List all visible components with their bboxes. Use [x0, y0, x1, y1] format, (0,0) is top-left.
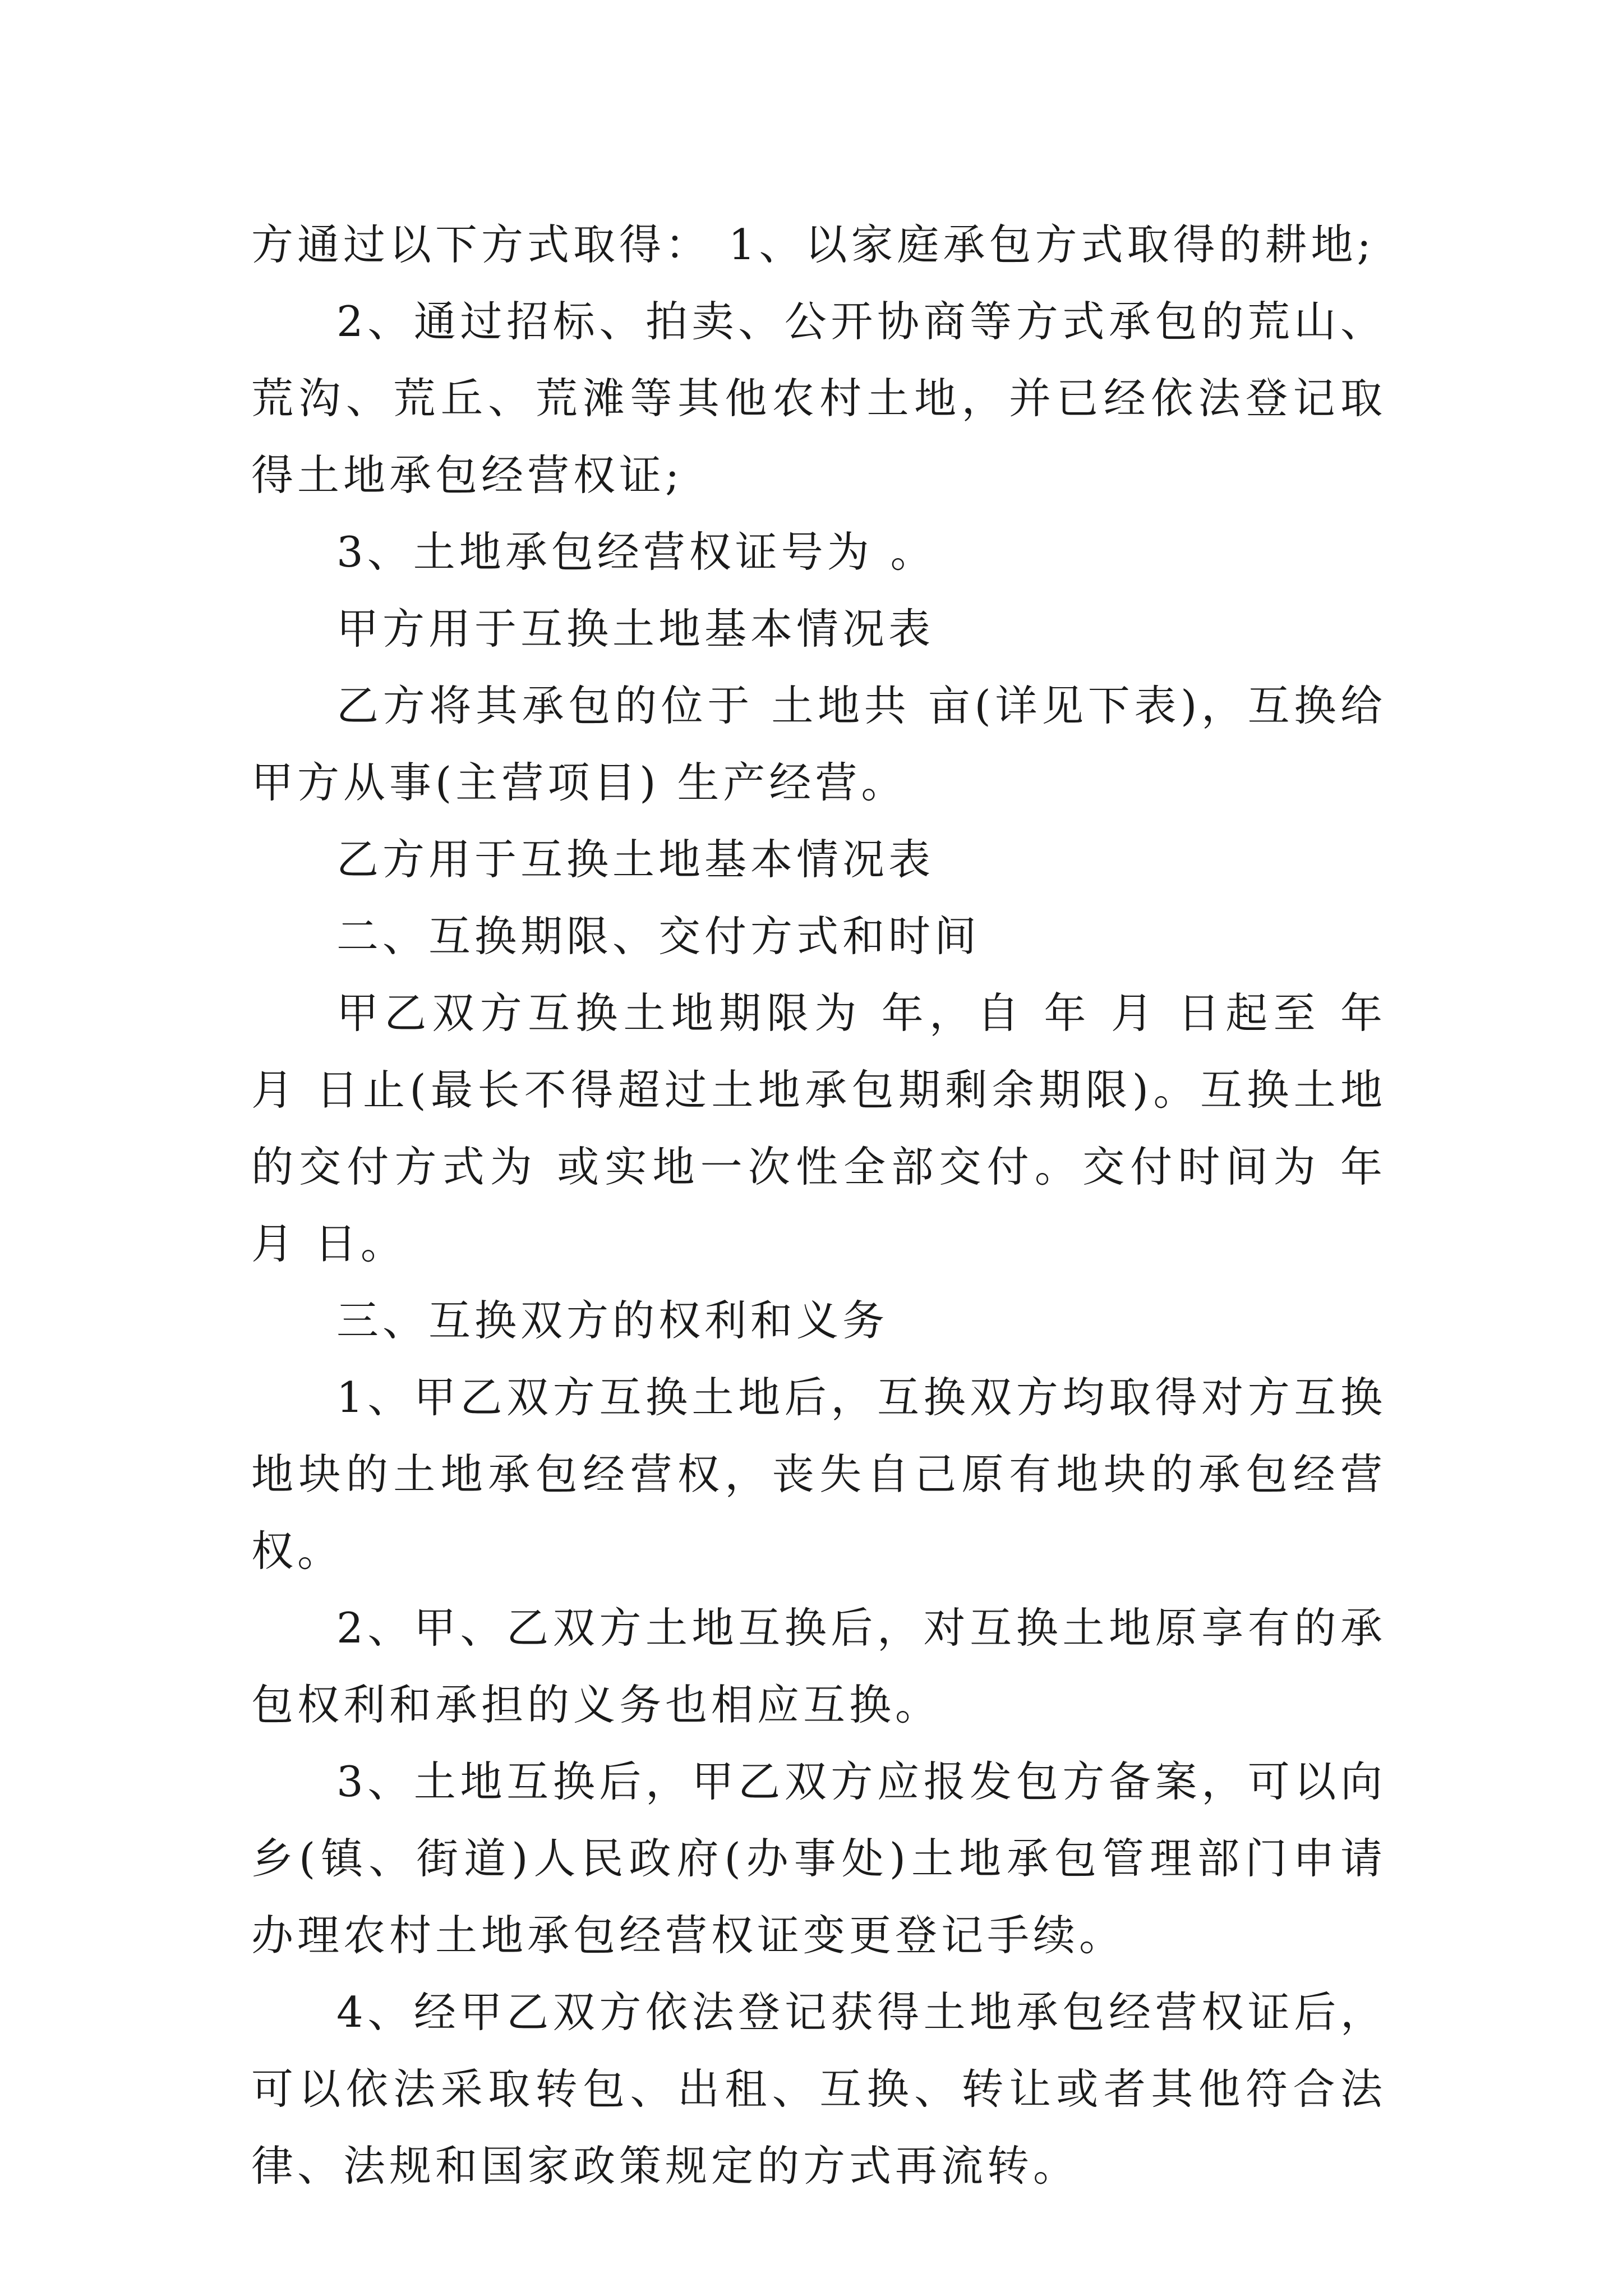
paragraph-party-b-land: 乙方将其承包的位于 土地共 亩(详见下表)，互换给甲方从事(主营项目) 生产经营。 — [251, 681, 1386, 807]
paragraph-rights-1: 1、甲乙双方互换土地后，互换双方均取得对方互换地块的土地承包经营权，丧失自己原有地块的承包经营权。 — [251, 1373, 1386, 1576]
paragraph-continuation: 方通过以下方式取得： 1、以家庭承包方式取得的耕地; — [251, 220, 1375, 269]
document-body — [251, 206, 1386, 2205]
section-heading-3: 三、互换双方的权利和义务 — [336, 1296, 889, 1345]
paragraph-rights-4: 4、经甲乙双方依法登记获得土地承包经营权证后，可以依法采取转包、出租、互换、转让或者其他符合法律、法规和国家政策规定的方式再流转。 — [251, 1987, 1386, 2191]
paragraph-clause-2: 2、通过招标、拍卖、公开协商等方式承包的荒山、荒沟、荒丘、荒滩等其他农村土地，并已经依法登记取得土地承包经营权证; — [251, 297, 1386, 500]
paragraph-rights-3: 3、土地互换后，甲乙双方应报发包方备案，可以向乡(镇、街道)人民政府(办事处)土地承包管理部门申请办理农村土地承包经营权证变更登记手续。 — [251, 1757, 1386, 1960]
table-caption-party-b: 乙方用于互换土地基本情况表 — [336, 835, 935, 884]
section-heading-2: 二、互换期限、交付方式和时间 — [336, 912, 981, 961]
paragraph-clause-3: 3、土地承包经营权证号为 。 — [336, 527, 937, 577]
paragraph-rights-2: 2、甲、乙双方土地互换后，对互换土地原享有的承包权利和承担的义务也相应互换。 — [251, 1603, 1386, 1729]
table-caption-party-a: 甲方用于互换土地基本情况表 — [336, 604, 935, 654]
paragraph-term: 甲乙双方互换土地期限为 年，自 年 月 日起至 年 月 日止(最长不得超过土地承包期剩余期限)。互换土地的交付方式为 或实地一次性全部交付。交付时间为 年 月 日。 — [251, 988, 1386, 1268]
